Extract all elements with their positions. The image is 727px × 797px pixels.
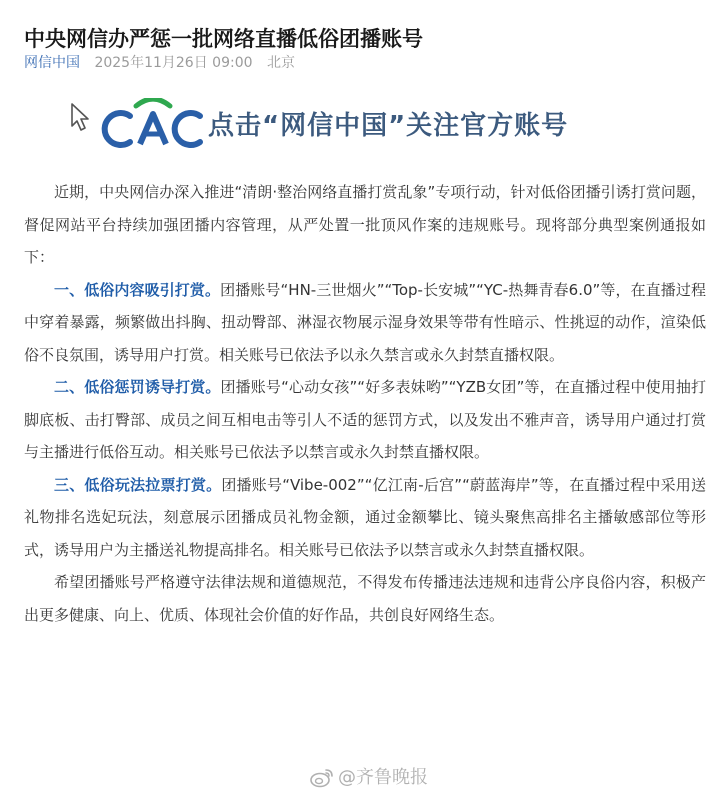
watermark: [310, 764, 428, 792]
case-paragraph-2: 二、低俗惩罚诱导打赏。团播账号“心动女孩”“好多表妹哟”“YZB女团”等，在直播过程中使用抽打脚底板、击打臀部、成员之间互相电击等引人不适的惩罚方式，以及发出不雅声音，诱导用户通过打赏与主播进行低俗互动。相关账号已依法予以禁言或永久封禁直播权限。: [24, 378, 706, 461]
article-body: [24, 176, 706, 631]
case-heading-2: 二、低俗惩罚诱导打赏。: [54, 378, 221, 396]
closing-paragraph: 希望团播账号严格遵守法律法规和道德规范，不得发布传播违法违规和违背公序良俗内容，积极产出更多健康、向上、优质、体现社会价值的好作品，共创良好网络生态。: [24, 573, 706, 624]
watermark-text: @齐鲁晚报: [338, 767, 428, 788]
case-paragraph-1: 一、低俗内容吸引打赏。团播账号“HN-三世烟火”“Top-长安城”“YC-热舞青春6.0”等，在直播过程中穿着暴露，频繁做出抖胸、扭动臀部、淋湿衣物展示湿身效果等带有性暗示、性挑逗的动作，渲染低俗不良氛围，诱导用户打赏。相关账号已依法予以永久禁言或永久封禁直播权限。: [24, 280, 706, 364]
article-title: 中央网信办严惩一批网络直播低俗团播账号: [24, 27, 423, 52]
case-paragraph-3: 三、低俗玩法拉票打赏。团播账号“Vibe-002”“亿江南-后宫”“蔚蓝海岸”等，在直播过程中采用送礼物排名选妃玩法，刻意展示团播成员礼物金额，通过金额攀比、镜头聚焦高排名主播敏感部位等形式，诱导用户为主播送礼物提高排名。相关账号已依法予以禁言或永久封禁直播权限。: [24, 475, 706, 559]
cursor-icon: [70, 102, 92, 132]
publish-location: 北京: [266, 55, 295, 71]
article-meta: [24, 52, 295, 74]
banner-text: 点击“网信中国”关注官方账号: [208, 111, 569, 141]
cac-logo: [98, 98, 208, 156]
follow-banner[interactable]: [70, 98, 660, 156]
intro-paragraph: 近期，中央网信办深入推进“清朗·整治网络直播打赏乱象”专项行动，针对低俗团播引诱打赏问题，督促网站平台持续加强团播内容管理，从严处置一批顶风作案的违规账号。现将部分典型案例通报如下：: [24, 183, 706, 266]
case-heading-3: 三、低俗玩法拉票打赏。: [54, 475, 222, 494]
source-link[interactable]: 网信中国: [24, 55, 80, 71]
case-heading-1: 一、低俗内容吸引打赏。: [54, 280, 221, 299]
publish-time: 2025年11月26日 09:00: [94, 55, 253, 71]
weibo-icon: [310, 768, 334, 788]
